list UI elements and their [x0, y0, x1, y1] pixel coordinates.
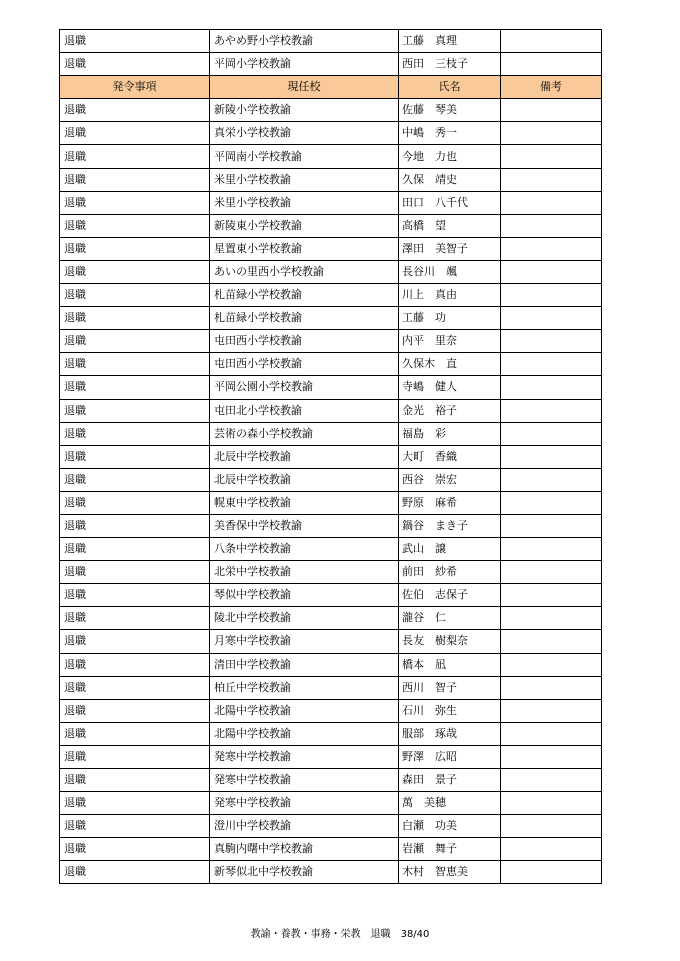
school-cell: 八条中学校教諭 [210, 538, 399, 561]
school-cell: 芸術の森小学校教諭 [210, 422, 399, 445]
school-cell: 発寒中学校教諭 [210, 792, 399, 815]
note-cell [501, 422, 602, 445]
note-cell [501, 145, 602, 168]
note-cell [501, 122, 602, 145]
action-cell: 退職 [60, 53, 210, 76]
name-cell: 白瀬 功美 [399, 815, 501, 838]
name-cell: 西田 三枝子 [399, 53, 501, 76]
school-cell: 平岡南小学校教諭 [210, 145, 399, 168]
table-row [60, 514, 602, 537]
note-cell [501, 237, 602, 260]
action-cell: 退職 [60, 214, 210, 237]
name-cell: 前田 紗希 [399, 561, 501, 584]
name-cell: 高橋 望 [399, 214, 501, 237]
school-cell: 美香保中学校教諭 [210, 514, 399, 537]
table-row [60, 861, 602, 884]
action-cell: 退職 [60, 491, 210, 514]
name-cell: 野澤 広昭 [399, 745, 501, 768]
name-cell: 今地 力也 [399, 145, 501, 168]
school-cell: 琴似中学校教諭 [210, 584, 399, 607]
school-cell: 柏丘中学校教諭 [210, 676, 399, 699]
note-cell [501, 491, 602, 514]
school-cell: 北陽中学校教諭 [210, 722, 399, 745]
note-cell [501, 307, 602, 330]
school-cell: 米里小学校教諭 [210, 191, 399, 214]
school-cell: 札苗緑小学校教諭 [210, 284, 399, 307]
action-cell: 退職 [60, 353, 210, 376]
name-cell: 中嶋 秀一 [399, 122, 501, 145]
school-cell: 月寒中学校教諭 [210, 630, 399, 653]
table-row [60, 468, 602, 491]
note-cell [501, 191, 602, 214]
table-row [60, 191, 602, 214]
note-cell [501, 792, 602, 815]
table-row [60, 422, 602, 445]
school-cell: 北辰中学校教諭 [210, 445, 399, 468]
action-cell: 退職 [60, 468, 210, 491]
action-cell: 退職 [60, 399, 210, 422]
name-cell: 川上 真由 [399, 284, 501, 307]
action-cell: 退職 [60, 630, 210, 653]
name-cell: 武山 譲 [399, 538, 501, 561]
school-cell: あいの里西小学校教諭 [210, 260, 399, 283]
note-cell [501, 699, 602, 722]
school-cell: 屯田西小学校教諭 [210, 353, 399, 376]
action-cell: 退職 [60, 191, 210, 214]
school-cell: 星置東小学校教諭 [210, 237, 399, 260]
table-row [60, 699, 602, 722]
school-cell: 新琴似北中学校教諭 [210, 861, 399, 884]
note-cell [501, 399, 602, 422]
school-cell: 平岡小学校教諭 [210, 53, 399, 76]
school-cell: 発寒中学校教諭 [210, 745, 399, 768]
name-cell: 寺嶋 健人 [399, 376, 501, 399]
note-cell [501, 630, 602, 653]
table-row [60, 168, 602, 191]
table-row [60, 445, 602, 468]
school-cell: 真駒内曙中学校教諭 [210, 838, 399, 861]
action-cell: 退職 [60, 745, 210, 768]
table-row [60, 722, 602, 745]
action-cell: 退職 [60, 538, 210, 561]
school-cell: 清田中学校教諭 [210, 653, 399, 676]
school-cell: 平岡公園小学校教諭 [210, 376, 399, 399]
note-cell [501, 676, 602, 699]
name-cell: 長友 樹梨奈 [399, 630, 501, 653]
action-cell: 退職 [60, 607, 210, 630]
school-cell: 札苗緑小学校教諭 [210, 307, 399, 330]
name-cell: 服部 琢哉 [399, 722, 501, 745]
table-row [60, 53, 602, 76]
school-cell: 新陵東小学校教諭 [210, 214, 399, 237]
table-row [60, 353, 602, 376]
table-row [60, 214, 602, 237]
name-cell: 萬 美穂 [399, 792, 501, 815]
name-cell: 福島 彩 [399, 422, 501, 445]
personnel-table [59, 29, 602, 884]
table-row [60, 607, 602, 630]
school-cell: 屯田西小学校教諭 [210, 330, 399, 353]
table-row [60, 399, 602, 422]
header-note: 備考 [501, 76, 602, 99]
note-cell [501, 168, 602, 191]
table-row [60, 237, 602, 260]
action-cell: 退職 [60, 284, 210, 307]
note-cell [501, 376, 602, 399]
note-cell [501, 584, 602, 607]
table-row [60, 745, 602, 768]
table-row [60, 330, 602, 353]
name-cell: 瀧谷 仁 [399, 607, 501, 630]
name-cell: 西川 智子 [399, 676, 501, 699]
table-row [60, 676, 602, 699]
name-cell: 森田 景子 [399, 769, 501, 792]
school-cell: 真栄小学校教諭 [210, 122, 399, 145]
note-cell [501, 838, 602, 861]
name-cell: 澤田 美智子 [399, 237, 501, 260]
name-cell: 内平 里奈 [399, 330, 501, 353]
table-row [60, 630, 602, 653]
note-cell [501, 745, 602, 768]
action-cell: 退職 [60, 330, 210, 353]
action-cell: 退職 [60, 722, 210, 745]
name-cell: 田口 八千代 [399, 191, 501, 214]
action-cell: 退職 [60, 422, 210, 445]
name-cell: 佐伯 志保子 [399, 584, 501, 607]
table-row [60, 376, 602, 399]
note-cell [501, 30, 602, 53]
table-row [60, 30, 602, 53]
name-cell: 野原 麻希 [399, 491, 501, 514]
action-cell: 退職 [60, 445, 210, 468]
table-row [60, 653, 602, 676]
note-cell [501, 353, 602, 376]
action-cell: 退職 [60, 237, 210, 260]
note-cell [501, 861, 602, 884]
note-cell [501, 53, 602, 76]
action-cell: 退職 [60, 307, 210, 330]
action-cell: 退職 [60, 699, 210, 722]
name-cell: 西谷 崇宏 [399, 468, 501, 491]
school-cell: 北陽中学校教諭 [210, 699, 399, 722]
note-cell [501, 653, 602, 676]
note-cell [501, 468, 602, 491]
school-cell: 澄川中学校教諭 [210, 815, 399, 838]
table-row [60, 769, 602, 792]
action-cell: 退職 [60, 122, 210, 145]
table-header-row [60, 76, 602, 99]
name-cell: 橋本 凪 [399, 653, 501, 676]
name-cell: 久保 靖史 [399, 168, 501, 191]
note-cell [501, 260, 602, 283]
action-cell: 退職 [60, 815, 210, 838]
name-cell: 金光 裕子 [399, 399, 501, 422]
action-cell: 退職 [60, 838, 210, 861]
action-cell: 退職 [60, 168, 210, 191]
note-cell [501, 330, 602, 353]
name-cell: 大町 香織 [399, 445, 501, 468]
table-row [60, 284, 602, 307]
action-cell: 退職 [60, 30, 210, 53]
note-cell [501, 561, 602, 584]
table-row [60, 260, 602, 283]
action-cell: 退職 [60, 676, 210, 699]
table-row [60, 122, 602, 145]
school-cell: 北辰中学校教諭 [210, 468, 399, 491]
action-cell: 退職 [60, 145, 210, 168]
table-row [60, 561, 602, 584]
note-cell [501, 607, 602, 630]
action-cell: 退職 [60, 99, 210, 122]
school-cell: 発寒中学校教諭 [210, 769, 399, 792]
name-cell: 鍋谷 まき子 [399, 514, 501, 537]
note-cell [501, 538, 602, 561]
school-cell: 米里小学校教諭 [210, 168, 399, 191]
header-school: 現任校 [210, 76, 399, 99]
table-row [60, 838, 602, 861]
name-cell: 久保木 直 [399, 353, 501, 376]
school-cell: 陵北中学校教諭 [210, 607, 399, 630]
name-cell: 工藤 真理 [399, 30, 501, 53]
action-cell: 退職 [60, 769, 210, 792]
note-cell [501, 445, 602, 468]
table-row [60, 491, 602, 514]
name-cell: 岩瀬 舞子 [399, 838, 501, 861]
name-cell: 長谷川 颯 [399, 260, 501, 283]
name-cell: 石川 弥生 [399, 699, 501, 722]
action-cell: 退職 [60, 376, 210, 399]
note-cell [501, 284, 602, 307]
action-cell: 退職 [60, 260, 210, 283]
table-row [60, 815, 602, 838]
school-cell: 北栄中学校教諭 [210, 561, 399, 584]
action-cell: 退職 [60, 653, 210, 676]
note-cell [501, 815, 602, 838]
note-cell [501, 214, 602, 237]
name-cell: 工藤 功 [399, 307, 501, 330]
name-cell: 佐藤 琴美 [399, 99, 501, 122]
school-cell: 屯田北小学校教諭 [210, 399, 399, 422]
table-row [60, 584, 602, 607]
table-row [60, 99, 602, 122]
school-cell: あやめ野小学校教諭 [210, 30, 399, 53]
action-cell: 退職 [60, 792, 210, 815]
page-footer: 教諭・養教・事務・栄教 退職 38/40 [250, 929, 430, 940]
action-cell: 退職 [60, 584, 210, 607]
school-cell: 幌東中学校教諭 [210, 491, 399, 514]
table-row [60, 307, 602, 330]
note-cell [501, 514, 602, 537]
name-cell: 木村 智恵美 [399, 861, 501, 884]
table-row [60, 792, 602, 815]
table-row [60, 145, 602, 168]
note-cell [501, 722, 602, 745]
action-cell: 退職 [60, 514, 210, 537]
note-cell [501, 769, 602, 792]
header-name: 氏名 [399, 76, 501, 99]
action-cell: 退職 [60, 861, 210, 884]
note-cell [501, 99, 602, 122]
header-action: 発令事項 [60, 76, 210, 99]
table-row [60, 538, 602, 561]
personnel-table-body [60, 30, 602, 884]
action-cell: 退職 [60, 561, 210, 584]
school-cell: 新陵小学校教諭 [210, 99, 399, 122]
